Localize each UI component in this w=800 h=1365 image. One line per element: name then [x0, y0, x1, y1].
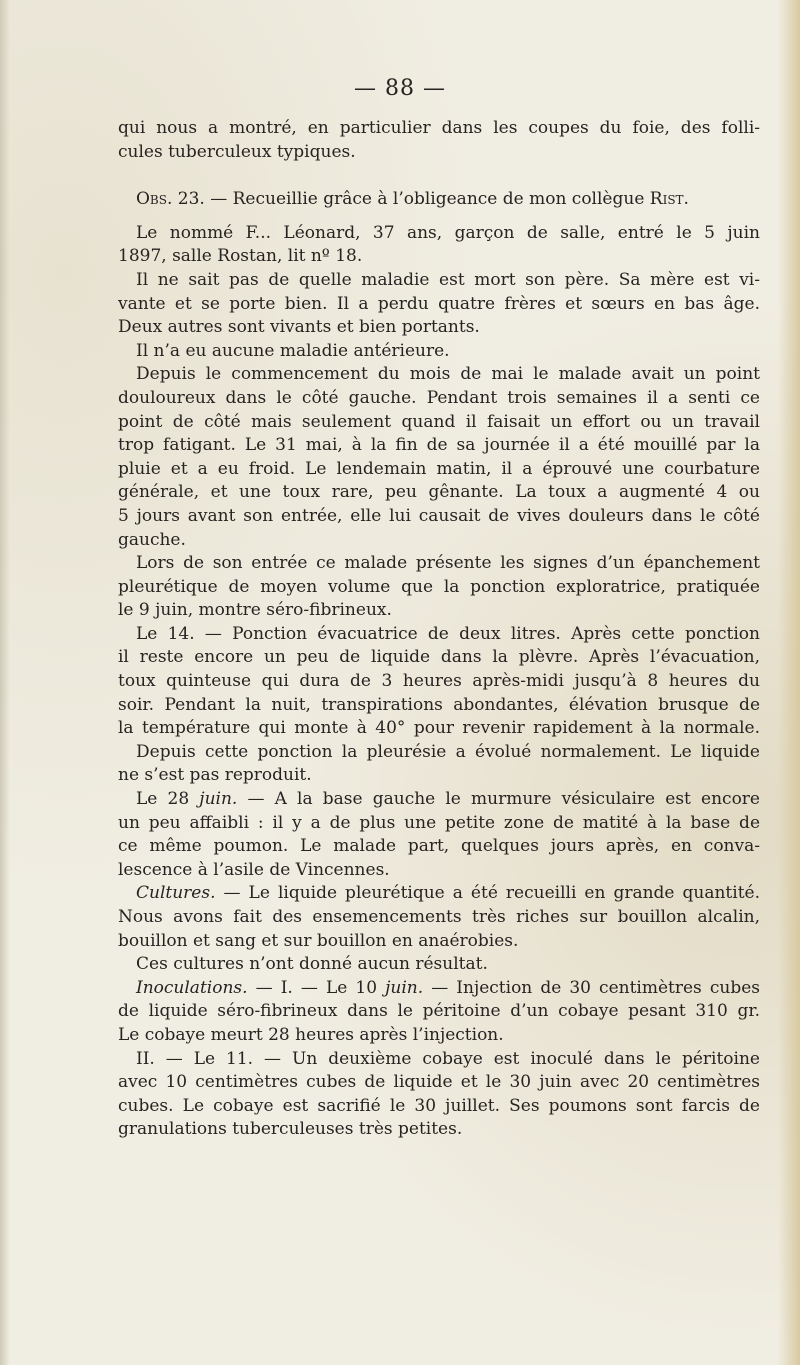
text-line: avec 10 centimètres cubes de liquide et le 30 juin avec 20 centimètres: [118, 1072, 760, 1093]
text-line: vante et se porte bien. Il a perdu quatre frères et sœurs en bas âge.: [118, 293, 760, 314]
date-month: juin.: [385, 977, 424, 998]
text-line: 1897, salle Rostan, lit nº 18.: [118, 246, 363, 267]
text-line: ne s’est pas reproduit.: [118, 765, 312, 786]
text-line: Il ne sait pas de quelle maladie est mort son père. Sa mère est vi-: [136, 269, 760, 290]
text-line: Il n’a eu aucune maladie antérieure.: [136, 340, 450, 361]
text-fragment: — A la base gauche le murmure vésiculaire est encore: [237, 789, 760, 810]
text-line: Depuis cette ponction la pleurésie a évolué normalement. Le liquide: [136, 741, 760, 762]
text-line: douloureux dans le côté gauche. Pendant trois semaines il a senti ce: [118, 387, 760, 408]
section-label-cultures: Cultures.: [136, 883, 216, 904]
text-line: de liquide séro-fibrineux dans le péritoine d’un cobaye pesant 310 gr.: [118, 1001, 760, 1022]
text-line: trop fatigant. Le 31 mai, à la fin de sa journée il a été mouillé par la: [118, 435, 760, 456]
text-line: granulations tuberculeuses très petites.: [118, 1119, 463, 1140]
text-line: cules tuberculeux typiques.: [118, 141, 356, 162]
observation-source: — Recueillie grâce à l’obligeance de mon collègue: [204, 189, 650, 210]
date-month: juin.: [199, 789, 238, 810]
page-body-text: [118, 117, 760, 1142]
text-line: pleurétique de moyen volume que la ponction exploratrice, pratiquée: [118, 576, 760, 597]
page-number: — 88 —: [354, 76, 446, 101]
text-line: [118, 882, 760, 906]
text-line: point de côté mais seulement quand il faisait un effort ou un travail: [118, 411, 760, 432]
text-line: [118, 788, 760, 812]
text-line: qui nous a montré, en particulier dans les coupes du foie, des folli-: [118, 118, 760, 138]
text-line: ce même poumon. Le malade part, quelques jours après, en conva-: [118, 836, 760, 857]
text-line: la température qui monte à 40° pour revenir rapidement à la normale.: [118, 718, 760, 739]
text-line: 5 jours avant son entrée, elle lui causait de vives douleurs dans le côté: [118, 505, 760, 526]
text-line: lescence à l’asile de Vincennes.: [118, 859, 390, 880]
paragraph-gap: [118, 212, 760, 222]
text-fragment: — Injection de 30 centimètres cubes: [423, 977, 760, 998]
text-line: Le cobaye meurt 28 heures après l’injection.: [118, 1024, 504, 1045]
text-line: Le 14. — Ponction évacuatrice de deux litres. Après cette ponction: [136, 623, 760, 644]
text-fragment: — I. — Le 10: [247, 977, 386, 998]
text-line: cubes. Le cobaye est sacrifié le 30 juillet. Ses poumons sont farcis de: [118, 1095, 760, 1116]
text-line: toux quinteuse qui dura de 3 heures après-midi jusqu’à 8 heures du: [118, 671, 760, 692]
text-line: le 9 juin, montre séro-fibrineux.: [118, 600, 392, 621]
text-line: Le nommé F... Léonard, 37 ans, garçon de salle, entré le 5 juin: [136, 222, 760, 243]
text-line: [118, 977, 760, 1001]
text-line: Nous avons fait des ensemencements très riches sur bouillon alcalin,: [118, 907, 760, 927]
text-line: il reste encore un peu de liquide dans la plèvre. Après l’évacuation,: [118, 647, 760, 668]
text-line: Lors de son entrée ce malade présente les signes d’un épanchement: [136, 553, 760, 574]
observation-heading: [118, 188, 760, 212]
section-label-inoculations: Inoculations.: [136, 977, 248, 998]
observation-number: Obs. 23.: [136, 189, 205, 210]
text-line: II. — Le 11. — Un deuxième cobaye est inoculé dans le péritoine: [136, 1048, 760, 1069]
text-line: Ces cultures n’ont donné aucun résultat.: [136, 954, 488, 975]
text-line: un peu affaibli : il y a de plus une petite zone de matité à la base de: [118, 812, 760, 833]
page-left-edge-shadow: [0, 0, 10, 1365]
text-line: bouillon et sang et sur bouillon en anaérobies.: [118, 930, 519, 951]
text-line: Deux autres sont vivants et bien portants.: [118, 317, 480, 338]
page-right-edge-stain: [778, 0, 800, 1365]
text-line: gauche.: [118, 529, 186, 550]
text-line: pluie et a eu froid. Le lendemain matin, il a éprouvé une courbature: [118, 458, 760, 479]
date-prefix: Le 28: [136, 789, 200, 810]
text-line: Depuis le commencement du mois de mai le malade avait un point: [136, 364, 760, 385]
text-line: soir. Pendant la nuit, transpirations abondantes, élévation brusque de: [118, 694, 760, 715]
text-fragment: — Le liquide pleurétique a été recueilli en grande quantité.: [215, 883, 760, 904]
paragraph-gap: [118, 164, 760, 188]
text-line: générale, et une toux rare, peu gênante. La toux a augmenté 4 ou: [118, 482, 760, 503]
colleague-name: Rist.: [649, 189, 689, 210]
